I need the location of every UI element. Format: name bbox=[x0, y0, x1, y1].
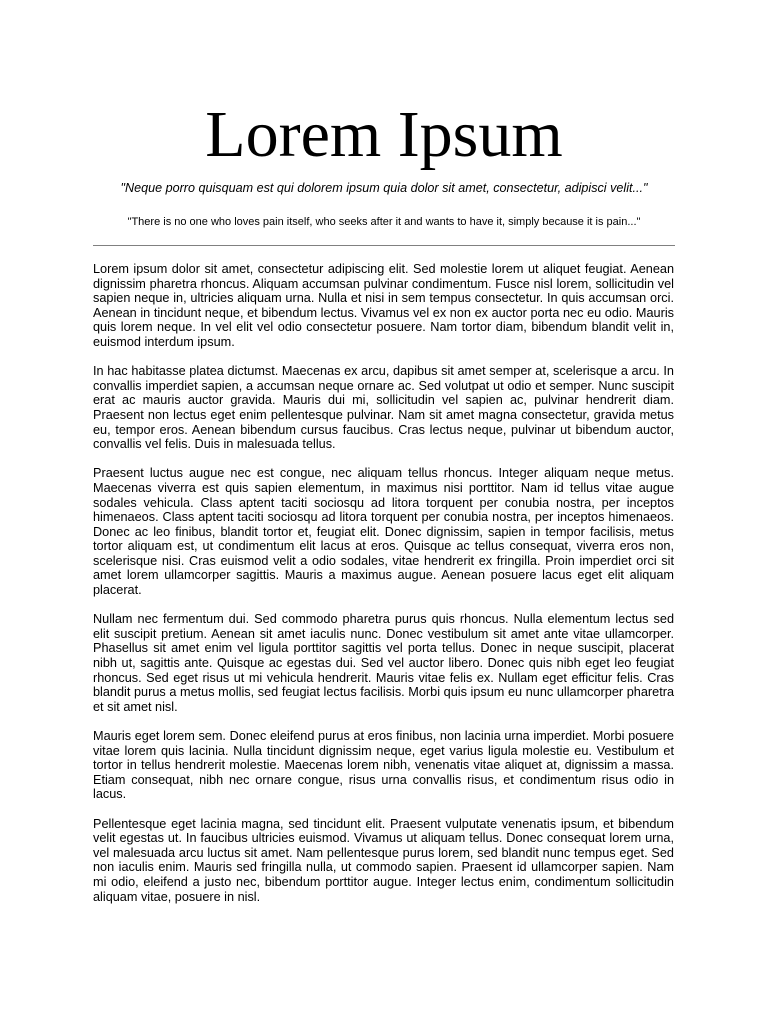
latin-quote: "Neque porro quisquam est qui dolorem ipsum quia dolor sit amet, consectetur, adipisci velit..." bbox=[120, 181, 648, 195]
paragraph-4: Nullam nec fermentum dui. Sed commodo pharetra purus quis rhoncus. Nulla elementum lectus sed elit suscipit pretium. Aenean sit amet iaculis nunc. Donec vestibulum sit amet ante vitae ullamcorper. Phasellus sit amet enim vel ligula porttitor sagittis vel porta tellus. Donec in neque suscipit, placerat nibh ut, sagittis ante. Quisque ac egestas dui. Sed vel auctor libero. Donec quis nibh eget leo feugiat rhoncus. Sed eget risus ut mi vehicula hendrerit. Mauris vitae felis ex. Nullam eget efficitur felis. Cras blandit purus a metus mollis, sed feugiat lectus facilisis. Morbi quis ipsum eu nunc ullamcorper pharetra et sit amet nisl. bbox=[93, 612, 674, 714]
page-title: Lorem Ipsum bbox=[205, 98, 563, 171]
paragraph-6: Pellentesque eget lacinia magna, sed tincidunt elit. Praesent vulputate venenatis ipsum, et bibendum velit egestas ut. In faucibus ultricies euismod. Vivamus ut aliquam tellus. Donec consequat lorem urna, vel malesuada arcu luctus sit amet. Nam pellentesque purus lorem, sed blandit nunc tempus eget. Sed non iaculis enim. Mauris sed fringilla nulla, ut commodo sapien. Praesent id ullamcorper sapien. Nam mi odio, eleifend a justo nec, bibendum porttitor augue. Integer lectus enim, condimentum sollicitudin aliquam vitae, posuere in nisl. bbox=[93, 816, 674, 904]
body-text bbox=[93, 262, 674, 919]
paragraph-1: Lorem ipsum dolor sit amet, consectetur adipiscing elit. Sed molestie lorem ut aliquet feugiat. Aenean dignissim pharetra rhoncus. Aliquam accumsan pulvinar condimentum. Fusce nisl lorem, sollicitudin vel sapien neque in, ultricies aliquam urna. Nulla et nisi in sem tempus consectetur. In quis accumsan orci. Aenean in tincidunt neque, et bibendum lectus. Vivamus vel ex non ex auctor porta nec eu odio. Mauris quis lorem neque. In vel elit vel odio consectetur posuere. Nam tortor diam, bibendum blandit velit in, euismod interdum ipsum. bbox=[93, 262, 674, 349]
paragraph-5: Mauris eget lorem sem. Donec eleifend purus at eros finibus, non lacinia urna imperdiet. Morbi posuere vitae lorem quis lacinia. Nulla tincidunt dignissim neque, eget varius ligula molestie eu. Vestibulum et tortor in tellus hendrerit molestie. Maecenas lorem nibh, venenatis vitae aliquet at, dignissim a massa. Etiam consequat, nibh nec ornare congue, risus urna convallis risus, et condimentum risus odio in lacus. bbox=[93, 729, 674, 802]
header-divider bbox=[93, 245, 675, 246]
paragraph-3: Praesent luctus augue nec est congue, nec aliquam tellus rhoncus. Integer aliquam neque metus. Maecenas viverra est quis sapien elementum, in maximus nisi porttitor. Nam id tellus vitae augue sodales vehicula. Class aptent taciti sociosqu ad litora torquent per conubia nostra, per inceptos himenaeos. Class aptent taciti sociosqu ad litora torquent per conubia nostra, per inceptos himenaeos. Donec ac leo finibus, blandit tortor et, feugiat elit. Donec dignissim, sapien in tempor facilisis, metus tortor aliquam est, ut condimentum elit lacus at eros. Quisque ac tellus consequat, viverra eros non, scelerisque nisi. Cras euismod velit a odio sodales, vitae hendrerit ex fringilla. Proin imperdiet orci sit amet lorem ullamcorper sagittis. Mauris a maximus augue. Aenean posuere lacus eget elit aliquam placerat. bbox=[93, 466, 674, 598]
english-quote: "There is no one who loves pain itself, who seeks after it and wants to have it, simply because it is pain..." bbox=[127, 216, 641, 228]
paragraph-2: In hac habitasse platea dictumst. Maecenas ex arcu, dapibus sit amet semper at, scelerisque a arcu. In convallis imperdiet sapien, a accumsan neque ornare ac. Sed volutpat ut odio et semper. Nunc suscipit erat ac mauris auctor gravida. Mauris dui mi, sollicitudin vel sapien ac, pulvinar hendrerit diam. Praesent non lectus eget enim pellentesque pulvinar. Nam sit amet magna consectetur, gravida metus eu, tempor eros. Aenean bibendum cursus faucibus. Cras lectus neque, pulvinar ut bibendum auctor, convallis vel felis. Duis in malesuada tellus. bbox=[93, 364, 674, 452]
